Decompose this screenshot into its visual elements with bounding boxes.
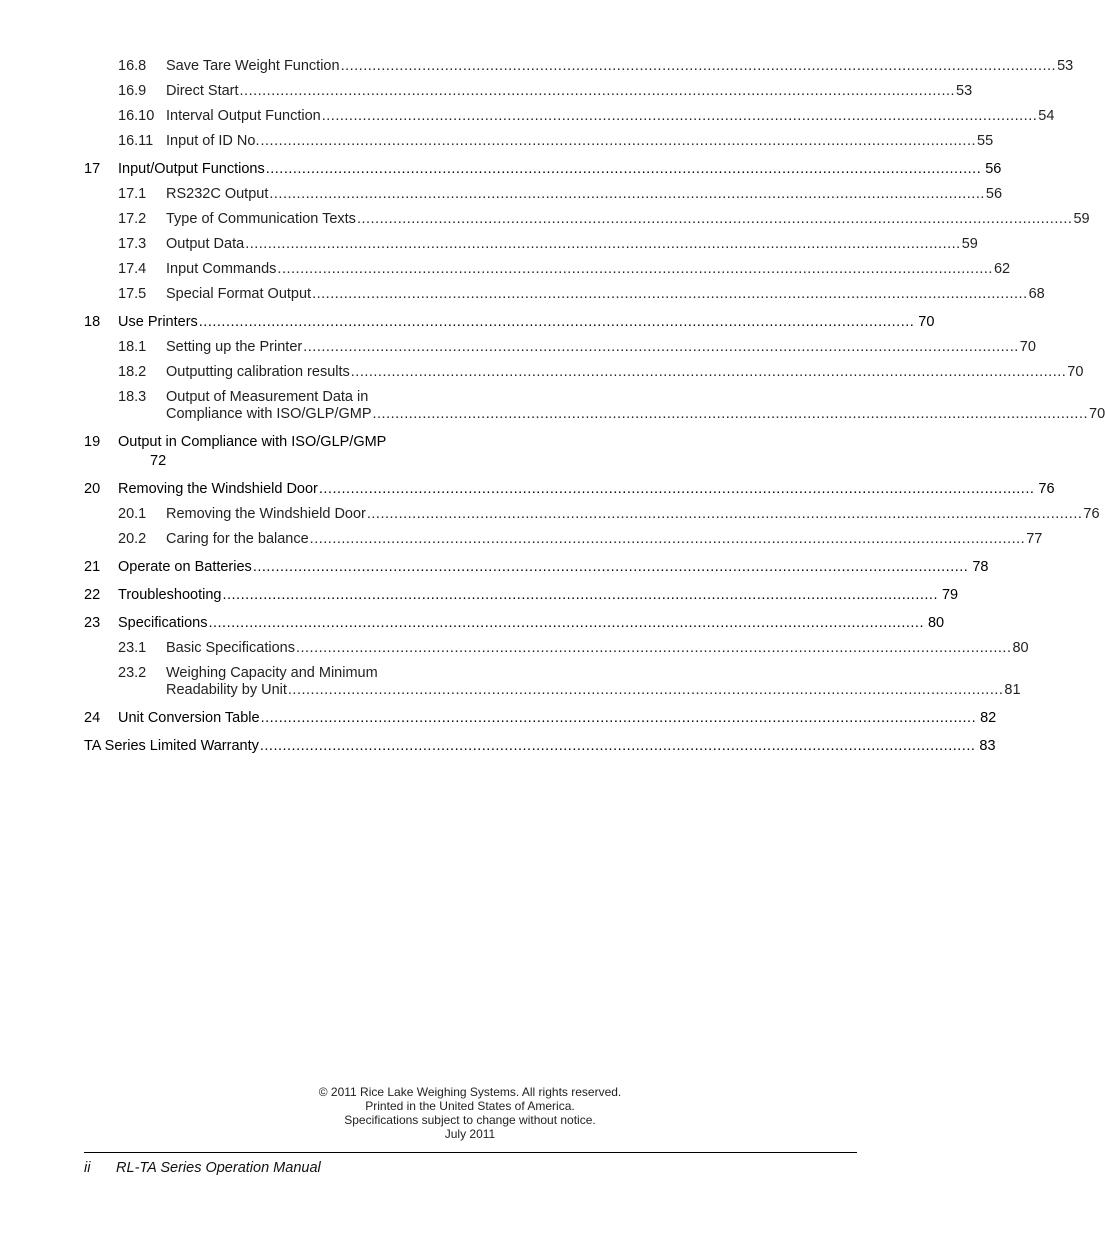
toc-entry-page: 79 [941,587,959,603]
toc-entry[interactable] [84,261,1011,278]
toc-entry-number: 23.1 [118,640,147,656]
toc-entry[interactable] [84,286,1045,303]
toc-leader-dots [261,710,977,727]
toc-entry[interactable] [84,531,1043,548]
toc-entry[interactable] [84,640,1029,657]
toc-entry-number: 21 [84,559,101,575]
toc-entry-title: Save Tare Weight Function [166,58,340,74]
toc-entry-title: Outputting calibration results [166,364,350,380]
toc-leader-dots [357,211,1073,228]
toc-entry-number: 22 [84,587,101,603]
toc-entry-title: Unit Conversion Table [118,710,260,726]
toc-leader-dots [261,133,977,150]
toc-entry[interactable] [84,186,1003,203]
toc-entry-title: Interval Output Function [166,108,321,124]
toc-entry-number: 19 [84,434,101,450]
toc-entry[interactable] [84,587,959,604]
toc-entry-page: 72 [150,453,167,469]
copyright-line: © 2011 Rice Lake Weighing Systems. All rights reserved. [318,1085,622,1099]
toc-entry-title: Removing the Windshield Door [118,481,318,497]
toc-leader-dots [253,559,969,576]
toc-entry-title: Output in Compliance with ISO/GLP/GMP [118,434,387,450]
toc-entry-number: 17.5 [118,286,147,302]
toc-leader-dots [296,640,1012,657]
toc-entry-page: 62 [993,261,1011,277]
toc-entry-title: Input/Output Functions [118,161,265,177]
toc-entry-page: 83 [979,738,996,754]
toc-entry-title: RS232C Output [166,186,269,202]
toc-entry-title: Output of Measurement Data in [166,389,369,405]
toc-entry-number: 17 [84,161,101,177]
footer-divider [84,1152,857,1153]
toc-entry-title: Output Data [166,236,245,252]
toc-entry[interactable] [84,710,997,727]
toc-entry-title-continued: Compliance with ISO/GLP/GMP [166,406,372,422]
date-line: July 2011 [444,1127,496,1141]
page-footer [84,1160,321,1176]
toc-entry-title: Troubleshooting [118,587,222,603]
toc-entry[interactable] [84,236,978,253]
copyright-block [270,1085,670,1141]
toc-entry-page: 70 [1067,364,1084,380]
toc-entry-title-continued: Readability by Unit [166,682,287,698]
toc-leader-dots [240,83,956,100]
toc-entry[interactable] [84,161,1002,178]
toc-entry-title: Input of ID No. [166,133,260,149]
toc-entry[interactable] [84,133,994,150]
toc-entry[interactable] [84,83,973,100]
toc-leader-dots [288,682,1004,699]
toc-entry-page: 70 [918,314,935,330]
toc-entry-page: 70 [1019,339,1036,355]
toc-entry[interactable] [84,58,1074,75]
toc-entry-page: 81 [1004,682,1021,698]
toc-entry-number: 23 [84,615,101,631]
toc-entry[interactable] [84,481,1055,498]
toc-entry-number: 16.10 [118,108,155,124]
toc-entry-title: Specifications [118,615,208,631]
table-of-contents [84,58,1105,755]
toc-entry-title: Setting up the Printer [166,339,303,355]
toc-entry[interactable] [84,364,1084,381]
toc-entry-title: Special Format Output [166,286,312,302]
toc-entry-title: Type of Communication Texts [166,211,356,227]
toc-entry-number: 18.2 [118,364,147,380]
toc-leader-dots [222,587,938,604]
toc-entry[interactable] [84,314,935,331]
toc-entry-page: 59 [961,236,978,252]
toc-entry-number: 24 [84,710,101,726]
toc-entry[interactable] [84,559,989,576]
toc-entry-page: 68 [1028,286,1045,302]
toc-entry[interactable] [84,506,1100,523]
toc-leader-dots [367,506,1083,523]
toc-leader-dots [319,481,1035,498]
toc-entry-page: 54 [1038,108,1055,124]
toc-entry-number: 18 [84,314,101,330]
toc-leader-dots [260,738,976,755]
toc-leader-dots [277,261,993,278]
toc-entry[interactable] [84,389,1105,423]
toc-entry-title: Use Printers [118,314,198,330]
toc-entry-page: 76 [1083,506,1100,522]
toc-entry-page: 80 [1012,640,1029,656]
toc-entry-page: 78 [972,559,989,575]
page-number: ii [84,1160,91,1176]
toc-entry-page: 82 [980,710,997,726]
toc-leader-dots [303,339,1019,356]
toc-entry[interactable] [84,434,452,470]
toc-leader-dots [322,108,1038,125]
toc-entry-number: 17.1 [118,186,147,202]
toc-entry-page: 76 [1038,481,1055,497]
toc-entry-number: 16.8 [118,58,147,74]
toc-entry-title: TA Series Limited Warranty [84,738,259,754]
toc-entry-page: 55 [977,133,994,149]
toc-entry-number: 17.4 [118,261,147,277]
toc-leader-dots [373,406,1089,423]
notice-line: Specifications subject to change without notice. [344,1113,596,1127]
toc-entry[interactable] [84,738,996,755]
toc-entry-number: 20 [84,481,101,497]
toc-entry[interactable] [84,615,945,632]
toc-entry-number: 23.2 [118,665,147,681]
toc-entry[interactable] [84,339,1036,356]
toc-entry-number: 17.2 [118,211,147,227]
toc-entry-page: 80 [927,615,945,631]
toc-entry-title: Caring for the balance [166,531,309,547]
toc-leader-dots [208,615,924,632]
toc-entry-number: 17.3 [118,236,147,252]
toc-entry-title: Basic Specifications [166,640,295,656]
toc-entry-page: 53 [956,83,973,99]
toc-entry[interactable] [84,108,1055,125]
toc-entry-number: 16.11 [118,133,154,149]
toc-entry-number: 18.3 [118,389,147,405]
toc-leader-dots [351,364,1067,381]
toc-leader-dots [312,286,1028,303]
toc-entry-number: 18.1 [118,339,147,355]
toc-entry-page: 56 [985,161,1002,177]
toc-entry-page: 59 [1073,211,1090,227]
toc-leader-dots [341,58,1057,75]
toc-entry-number: 16.9 [118,83,147,99]
printed-line: Printed in the United States of America. [365,1099,575,1113]
toc-entry-title: Direct Start [166,83,239,99]
toc-leader-dots [310,531,1026,548]
toc-leader-dots [199,314,915,331]
toc-entry-title: Input Commands [166,261,277,277]
toc-leader-dots [269,186,985,203]
toc-entry-number: 20.2 [118,531,147,547]
toc-entry-page: 56 [985,186,1003,202]
toc-leader-dots [245,236,961,253]
toc-entry[interactable] [84,211,1090,228]
toc-entry-title: Removing the Windshield Door [166,506,366,522]
toc-entry-page: 77 [1026,531,1043,547]
toc-entry-title: Weighing Capacity and Minimum [166,665,378,681]
toc-entry-number: 20.1 [118,506,147,522]
toc-entry-page: 53 [1057,58,1074,74]
toc-leader-dots [266,161,982,178]
toc-entry-page: 70 [1089,406,1105,422]
manual-title: RL-TA Series Operation Manual [116,1160,321,1176]
toc-entry[interactable] [84,665,1021,699]
toc-entry-title: Operate on Batteries [118,559,252,575]
